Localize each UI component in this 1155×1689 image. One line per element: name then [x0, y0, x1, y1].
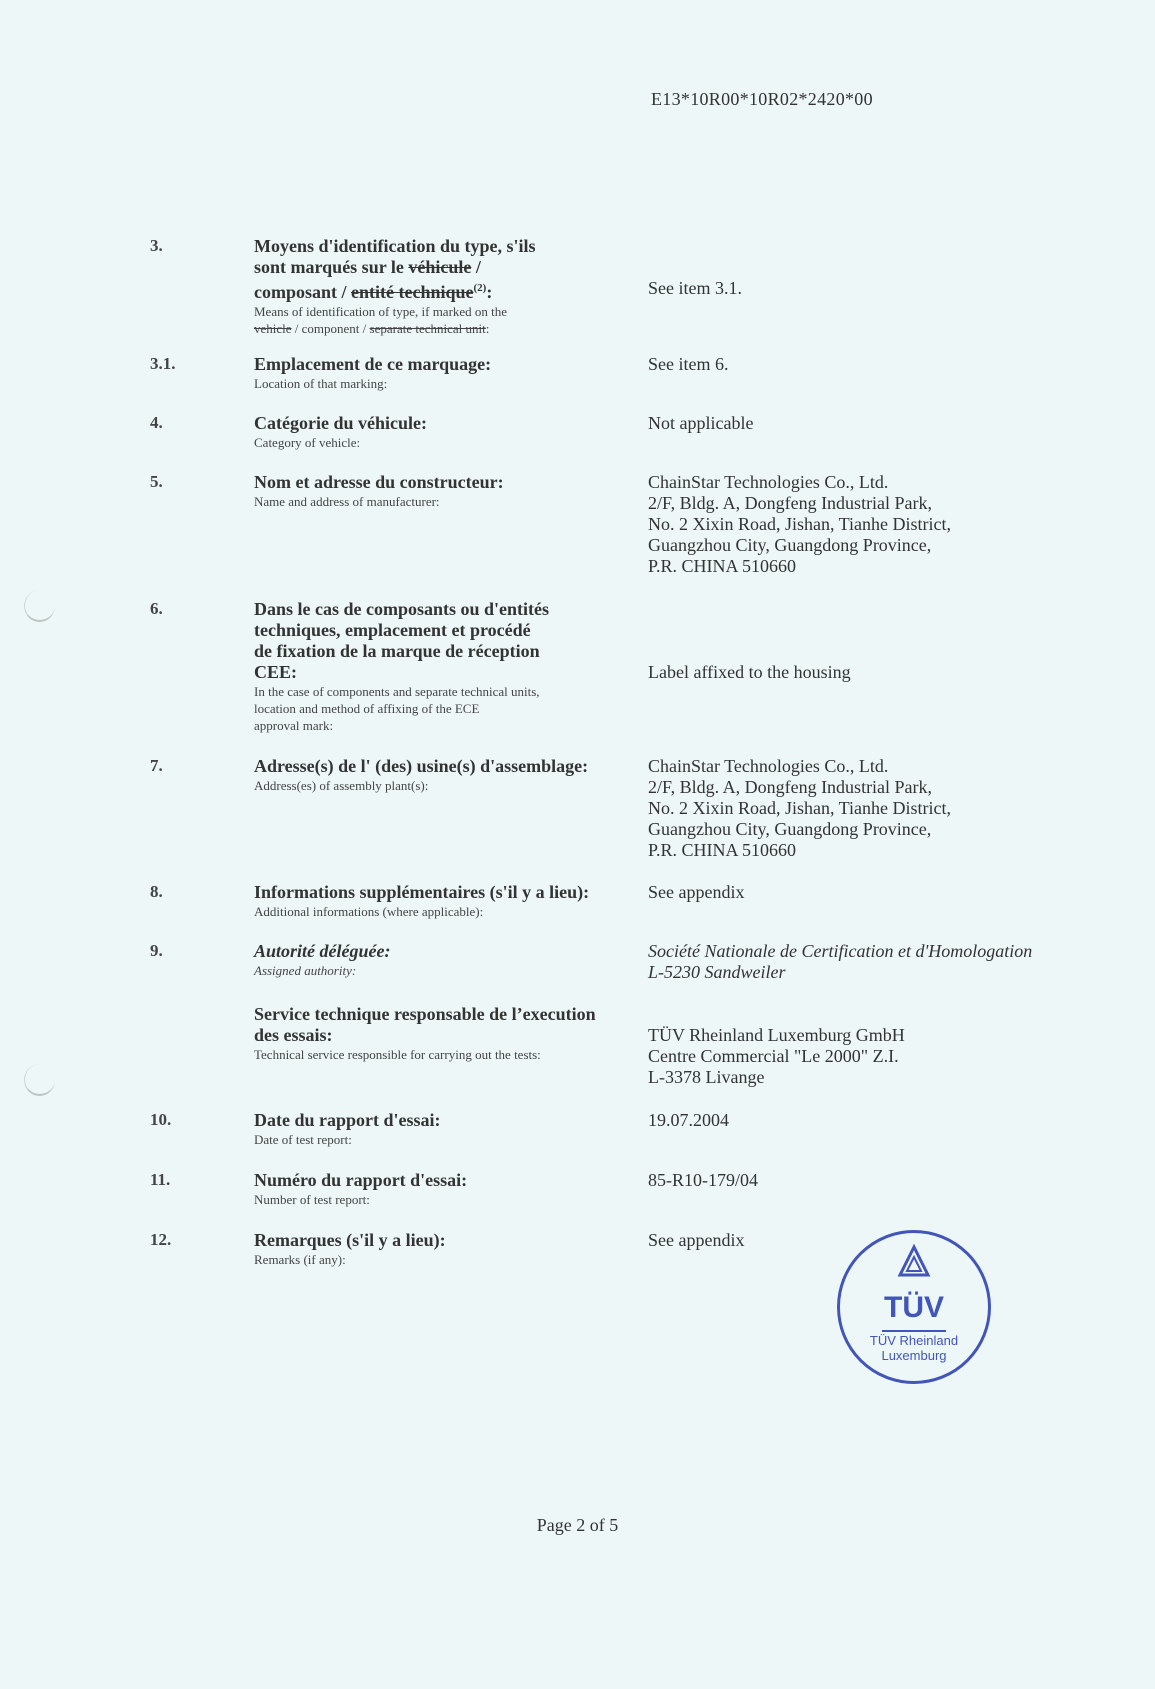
- label-fr-line: [254, 257, 634, 278]
- approval-number: E13*10R00*10R02*2420*00: [651, 89, 873, 109]
- item-label: [254, 472, 634, 510]
- item-label: [254, 941, 634, 979]
- label-en: Location of that marking:: [254, 376, 388, 391]
- value-line: Société Nationale de Certification et d'Homologation: [648, 941, 1033, 961]
- item-number: 6.: [150, 599, 163, 618]
- label-fr-line: CEE:: [254, 662, 298, 682]
- label-en: Assigned authority:: [254, 963, 357, 978]
- value-line: Centre Commercial "Le 2000" Z.I.: [648, 1046, 899, 1066]
- item-value: Label affixed to the housing: [648, 662, 851, 682]
- item-label: [254, 1230, 634, 1268]
- item-value: See appendix: [648, 882, 745, 902]
- item-value: Not applicable: [648, 413, 754, 433]
- item-number: 7.: [150, 756, 163, 775]
- item-label: [254, 1170, 634, 1208]
- struck-text: entité technique: [351, 282, 474, 302]
- item-label: [254, 1110, 634, 1148]
- item-number: 12.: [150, 1230, 172, 1249]
- value-line: ChainStar Technologies Co., Ltd.: [648, 472, 889, 492]
- text-fragment: /: [471, 257, 481, 277]
- value-line: TÜV Rheinland Luxemburg GmbH: [648, 1025, 905, 1045]
- label-en: Remarks (if any):: [254, 1252, 346, 1267]
- item-value: See item 3.1.: [648, 278, 742, 298]
- item-number: 5.: [150, 472, 163, 491]
- item-number: 11.: [150, 1170, 171, 1189]
- item-value: [648, 472, 1118, 577]
- item-number: 4.: [150, 413, 163, 432]
- value-line: L-5230 Sandweiler: [648, 962, 786, 982]
- label-fr-line: [254, 278, 634, 303]
- page-number: Page 2 of 5: [536, 1515, 619, 1535]
- value-line: 2/F, Bldg. A, Dongfeng Industrial Park,: [648, 493, 933, 513]
- label-en-line: Means of identification of type, if marked on the: [254, 304, 508, 319]
- item-number: 9.: [150, 941, 163, 960]
- label-fr: Catégorie du véhicule:: [254, 413, 427, 433]
- label-en-line: [254, 320, 634, 337]
- label-fr: Autorité déléguée:: [254, 941, 391, 961]
- value-line: P.R. CHINA 510660: [648, 840, 797, 860]
- label-en: Category of vehicle:: [254, 435, 361, 450]
- struck-text: vehicle: [254, 321, 292, 336]
- stamp-brand: TÜV: [884, 1291, 944, 1324]
- label-en: Date of test report:: [254, 1132, 352, 1147]
- item-number: 10.: [150, 1110, 172, 1129]
- item-value: [648, 941, 1118, 983]
- label-fr: Remarques (s'il y a lieu):: [254, 1230, 446, 1250]
- label-en: Technical service responsible for carrying out the tests:: [254, 1047, 541, 1062]
- value-line: 2/F, Bldg. A, Dongfeng Industrial Park,: [648, 777, 933, 797]
- item-value: See item 6.: [648, 354, 729, 374]
- struck-text: separate technical unit: [369, 321, 486, 336]
- text-fragment: :: [485, 321, 490, 336]
- item-number: 3.1.: [150, 354, 176, 373]
- label-en-line: location and method of affixing of the ECE: [254, 701, 480, 716]
- label-fr: Emplacement de ce marquage:: [254, 354, 492, 374]
- text-fragment: composant /: [254, 282, 352, 302]
- label-fr: Nom et adresse du constructeur:: [254, 472, 504, 492]
- label-en: Name and address of manufacturer:: [254, 494, 440, 509]
- label-fr: Date du rapport d'essai:: [254, 1110, 441, 1130]
- label-fr-line: Moyens d'identification du type, s'ils: [254, 236, 536, 256]
- value-line: L-3378 Livange: [648, 1067, 765, 1087]
- value-line: P.R. CHINA 510660: [648, 556, 797, 576]
- label-fr-line: des essais:: [254, 1025, 333, 1045]
- label-en: Address(es) of assembly plant(s):: [254, 778, 429, 793]
- item-label: [254, 599, 644, 734]
- item-number: 3.: [150, 236, 163, 255]
- tuv-stamp: [837, 1230, 991, 1384]
- text-fragment: / component /: [291, 321, 370, 336]
- item-label: [254, 756, 654, 794]
- label-en-line: In the case of components and separate technical units,: [254, 684, 540, 699]
- punch-hole-top: [24, 590, 55, 622]
- label-en-line: approval mark:: [254, 718, 334, 733]
- value-line: Guangzhou City, Guangdong Province,: [648, 535, 932, 555]
- item-value: See appendix: [648, 1230, 745, 1250]
- label-fr-line: Service technique responsable de l’execution: [254, 1004, 596, 1024]
- value-line: No. 2 Xixin Road, Jishan, Tianhe District,: [648, 798, 952, 818]
- value-line: No. 2 Xixin Road, Jishan, Tianhe District,: [648, 514, 952, 534]
- item-label: [254, 354, 634, 392]
- text-fragment: :: [486, 282, 493, 302]
- value-line: Guangzhou City, Guangdong Province,: [648, 819, 932, 839]
- footnote-ref: (2): [473, 282, 487, 294]
- item-value: 19.07.2004: [648, 1110, 729, 1130]
- label-en: Additional informations (where applicable):: [254, 904, 484, 919]
- item-value: 85-R10-179/04: [648, 1170, 758, 1190]
- label-fr: Informations supplémentaires (s'il y a lieu):: [254, 882, 590, 902]
- label-fr-line: techniques, emplacement et procédé: [254, 620, 531, 640]
- label-en: Number of test report:: [254, 1192, 370, 1207]
- item-label: [254, 236, 634, 337]
- stamp-line: TÜV Rheinland: [869, 1333, 959, 1348]
- value-line: ChainStar Technologies Co., Ltd.: [648, 756, 889, 776]
- label-fr: Adresse(s) de l' (des) usine(s) d'assemblage:: [254, 756, 589, 776]
- item-label: [254, 413, 634, 451]
- text-fragment: sont marqués sur le: [254, 257, 409, 277]
- item-value: [648, 1025, 1118, 1088]
- item-value: [648, 756, 1118, 861]
- label-fr: Numéro du rapport d'essai:: [254, 1170, 468, 1190]
- item-label: [254, 882, 654, 920]
- item-number: 8.: [150, 882, 163, 901]
- label-fr-line: Dans le cas de composants ou d'entités: [254, 599, 550, 619]
- label-fr-line: de fixation de la marque de réception: [254, 641, 540, 661]
- struck-text: véhicule: [408, 257, 472, 277]
- punch-hole-bottom: [24, 1064, 55, 1096]
- stamp-line: Luxemburg: [881, 1348, 947, 1363]
- item-label: [254, 1004, 654, 1063]
